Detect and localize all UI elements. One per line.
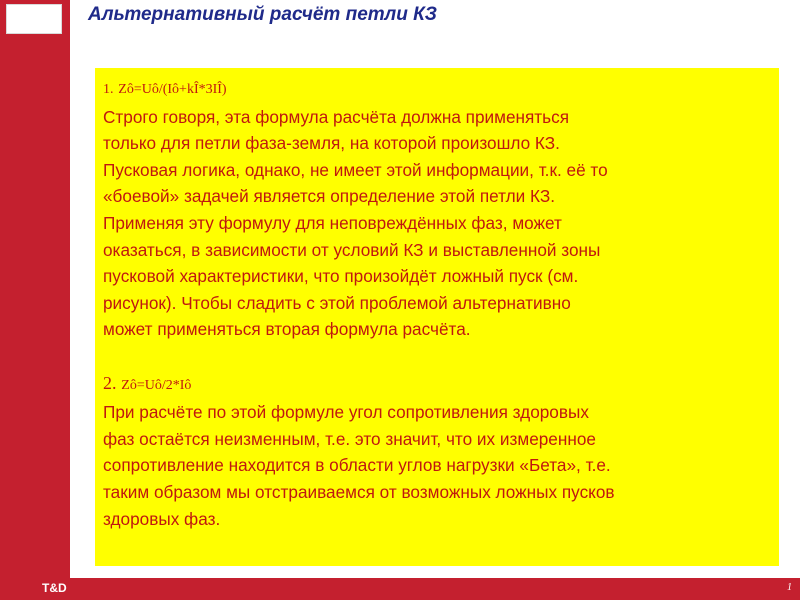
item2-line: фаз остаётся неизменным, т.е. это значит, что их измеренное: [103, 428, 596, 449]
left-sidebar: [0, 0, 70, 600]
item2-heading: [103, 370, 771, 400]
item1-line: «боевой» задачей является определение этой петли КЗ.: [103, 186, 556, 207]
item1-line: может применяться вторая формула расчёта.: [103, 319, 471, 340]
item2-number: 2.: [103, 372, 117, 393]
footer-bar: [0, 578, 800, 600]
logo-placeholder: [6, 4, 62, 34]
page-number: 1: [787, 582, 792, 593]
content-box: [95, 68, 779, 566]
item2-line: При расчёте по этой формуле угол сопротивления здоровых: [103, 402, 589, 423]
item1-line: только для петли фаза-земля, на которой произошло КЗ.: [103, 133, 560, 154]
item2-line: таким образом мы отстраиваемся от возможных ложных пусков: [103, 481, 615, 502]
item1-line: Строго говоря, эта формула расчёта должна применяться: [103, 106, 570, 127]
item2-line: сопротивление находится в области углов нагрузки «Бета», т.е.: [103, 455, 611, 476]
item1-line: Пусковая логика, однако, не имеет этой информации, т.к. её то: [103, 159, 608, 180]
item1-number: 1.: [103, 82, 114, 97]
item1-line: пусковой характеристики, что произойдёт ложный пуск (см.: [103, 266, 579, 287]
item1-heading: [103, 74, 771, 104]
item2-line: здоровых фаз.: [103, 508, 221, 529]
paragraph-spacer: [103, 343, 771, 370]
item1-line: рисунок). Чтобы сладить с этой проблемой альтернативно: [103, 292, 571, 313]
item2-formula: Zô=Uô/2*Iô: [121, 377, 192, 393]
item1-formula: Zô=Uô/(Iô+kÎ*3IÎ): [118, 82, 227, 97]
item1-line: Применяя эту формулу для неповреждённых фаз, может: [103, 212, 562, 233]
item1-line: оказаться, в зависимости от условий КЗ и выставленной зоны: [103, 239, 601, 260]
slide-title: Альтернативный расчёт петли КЗ: [88, 4, 438, 25]
footer-label: T&D: [42, 581, 67, 595]
